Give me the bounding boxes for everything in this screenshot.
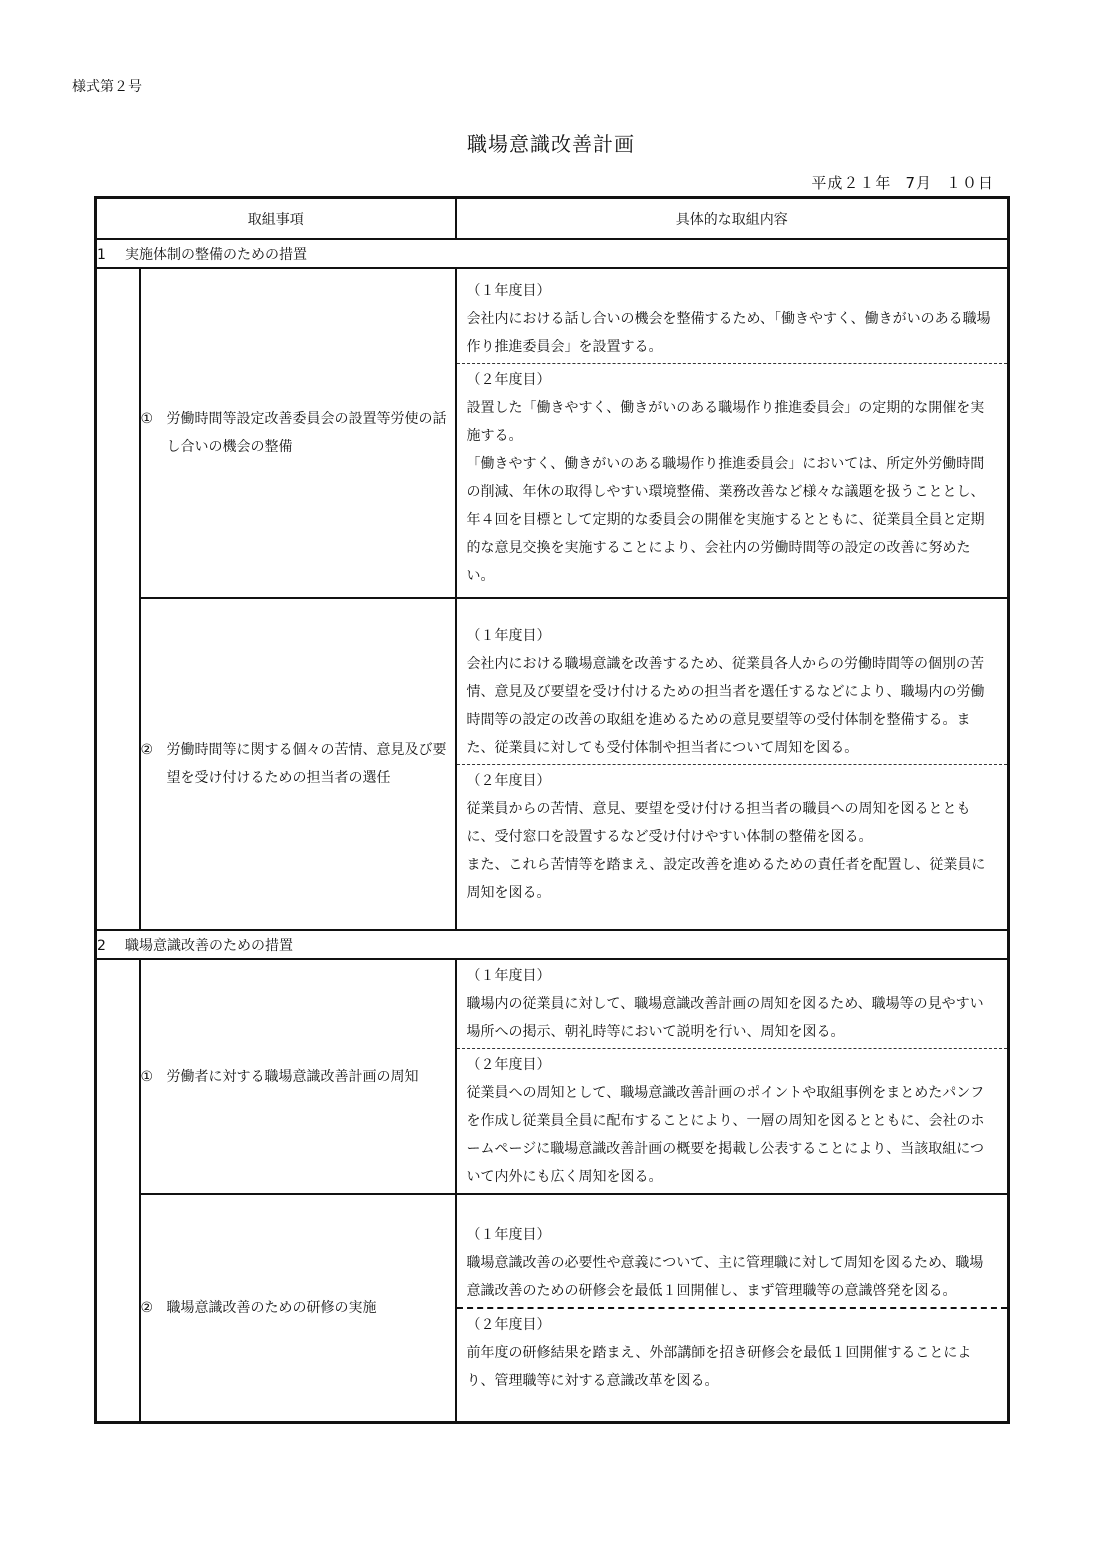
item-row	[96, 959, 1009, 1194]
item-label-cell	[140, 1194, 456, 1423]
year-text: 「働きやすく、働きがいのある職場作り推進委員会」においては、所定外労働時間の削減、年休の取得しやすい環境整備、業務改善など様々な議題を扱うこととし、年４回を目標として定期的な委員会の開催を実施するとともに、従業員全員と定期的な意見交換を実施することにより、会社内の労働時間等の設定の改善に努めたい。	[466, 455, 985, 584]
year-text: 前年度の研修結果を踏まえ、外部講師を招き研修会を最低１回開催することにより、管理職等に対する意識改革を図る。	[466, 1345, 972, 1389]
item-label: 労働者に対する職場意識改善計画の周知	[166, 1068, 419, 1085]
item-label-cell	[140, 268, 456, 598]
date-day: １０日	[945, 174, 994, 192]
section-heading	[96, 239, 1009, 268]
page-title: 職場意識改善計画	[467, 132, 635, 156]
form-number: 様式第２号	[72, 79, 142, 95]
item-content-cell	[456, 598, 1009, 930]
table-header-row	[96, 198, 1009, 240]
year-block	[457, 1219, 1008, 1307]
item-row	[96, 1194, 1009, 1423]
date-era-year: 平成２１年	[811, 174, 892, 192]
section-number: 1	[97, 246, 106, 263]
item-mark: ②	[140, 742, 154, 758]
year-text: 従業員への周知として、職場意識改善計画のポイントや取組事例をまとめたパンフを作成し従業員全員に配布することにより、一層の周知を図るとともに、会社のホームページに職場意識改善計画の概要を掲載し公表することにより、当該取組について内外にも広く周知を図る。	[466, 1085, 985, 1185]
document-date	[811, 172, 994, 193]
item-label: 職場意識改善のための研修の実施	[166, 1300, 377, 1316]
year-block	[457, 620, 1008, 764]
header-initiatives: 取組事項	[96, 198, 456, 240]
date-month: 7月	[905, 174, 932, 192]
item-label: 労働時間等設定改善委員会の設置等労使の話し合いの機会の整備	[166, 411, 447, 455]
year-block	[457, 1048, 1008, 1193]
year-label: （１年度目）	[466, 282, 551, 299]
indent-cell	[96, 268, 140, 930]
year-label: （２年度目）	[466, 371, 551, 388]
item-mark: ①	[140, 1068, 154, 1085]
year-text: 設置した「働きやすく、働きがいのある職場作り推進委員会」の定期的な開催を実施する。	[466, 399, 985, 444]
year-text: 職場内の従業員に対して、職場意識改善計画の周知を図るため、職場等の見やすい場所への掲示、朝礼時等において説明を行い、周知を図る。	[466, 996, 984, 1040]
item-mark: ②	[140, 1300, 154, 1316]
year-block	[457, 1307, 1008, 1397]
section-heading	[96, 930, 1009, 959]
year-block	[457, 960, 1008, 1048]
item-row	[96, 598, 1009, 930]
year-text: 職場意識改善の必要性や意義について、主に管理職に対して周知を図るため、職場意識改善のための研修会を最低１回開催し、まず管理職等の意識啓発を図る。	[466, 1255, 984, 1299]
item-content-cell	[456, 959, 1009, 1194]
year-label: （１年度目）	[466, 627, 551, 644]
indent-cell	[96, 959, 140, 1423]
year-text: 会社内における話し合いの機会を整備するため、「働きやすく、働きがいのある職場作り推進委員会」を設置する。	[466, 310, 991, 355]
section-title: 実施体制の整備のための措置	[125, 246, 307, 263]
year-text: 従業員からの苦情、意見、要望を受け付ける担当者の職員への周知を図るとともに、受付窓口を設置するなど受け付けやすい体制の整備を図る。	[466, 800, 971, 845]
year-label: （２年度目）	[466, 1057, 551, 1073]
item-mark: ①	[140, 411, 154, 427]
header-details: 具体的な取組内容	[456, 198, 1009, 240]
year-label: （１年度目）	[466, 968, 551, 984]
year-block	[457, 275, 1008, 363]
item-content-cell	[456, 1194, 1009, 1423]
item-row	[96, 268, 1009, 598]
item-label: 労働時間等に関する個々の苦情、意見及び要望を受け付けるための担当者の選任	[166, 742, 447, 786]
year-block	[457, 363, 1008, 592]
section-row	[96, 930, 1009, 959]
item-label-cell	[140, 959, 456, 1194]
year-label: （１年度目）	[466, 1227, 551, 1243]
plan-table	[94, 196, 1010, 1424]
section-row	[96, 239, 1009, 268]
section-number: 2	[97, 937, 106, 954]
year-label: （２年度目）	[466, 1317, 551, 1333]
year-text: 会社内における職場意識を改善するため、従業員各人からの労働時間等の個別の苦情、意見及び要望を受け付けるための担当者を選任するなどにより、職場内の労働時間等の設定の改善の取組を進めるための意見要望等の受付体制を整備する。また、従業員に対しても受付体制や担当者について周知を図る。	[466, 655, 985, 756]
section-title: 職場意識改善のための措置	[125, 937, 293, 954]
item-content-cell	[456, 268, 1009, 598]
year-label: （２年度目）	[466, 772, 551, 789]
item-label-cell	[140, 598, 456, 930]
year-text: また、これら苦情等を踏まえ、設定改善を進めるための責任者を配置し、従業員に周知を図る。	[466, 856, 986, 901]
year-block	[457, 764, 1008, 909]
